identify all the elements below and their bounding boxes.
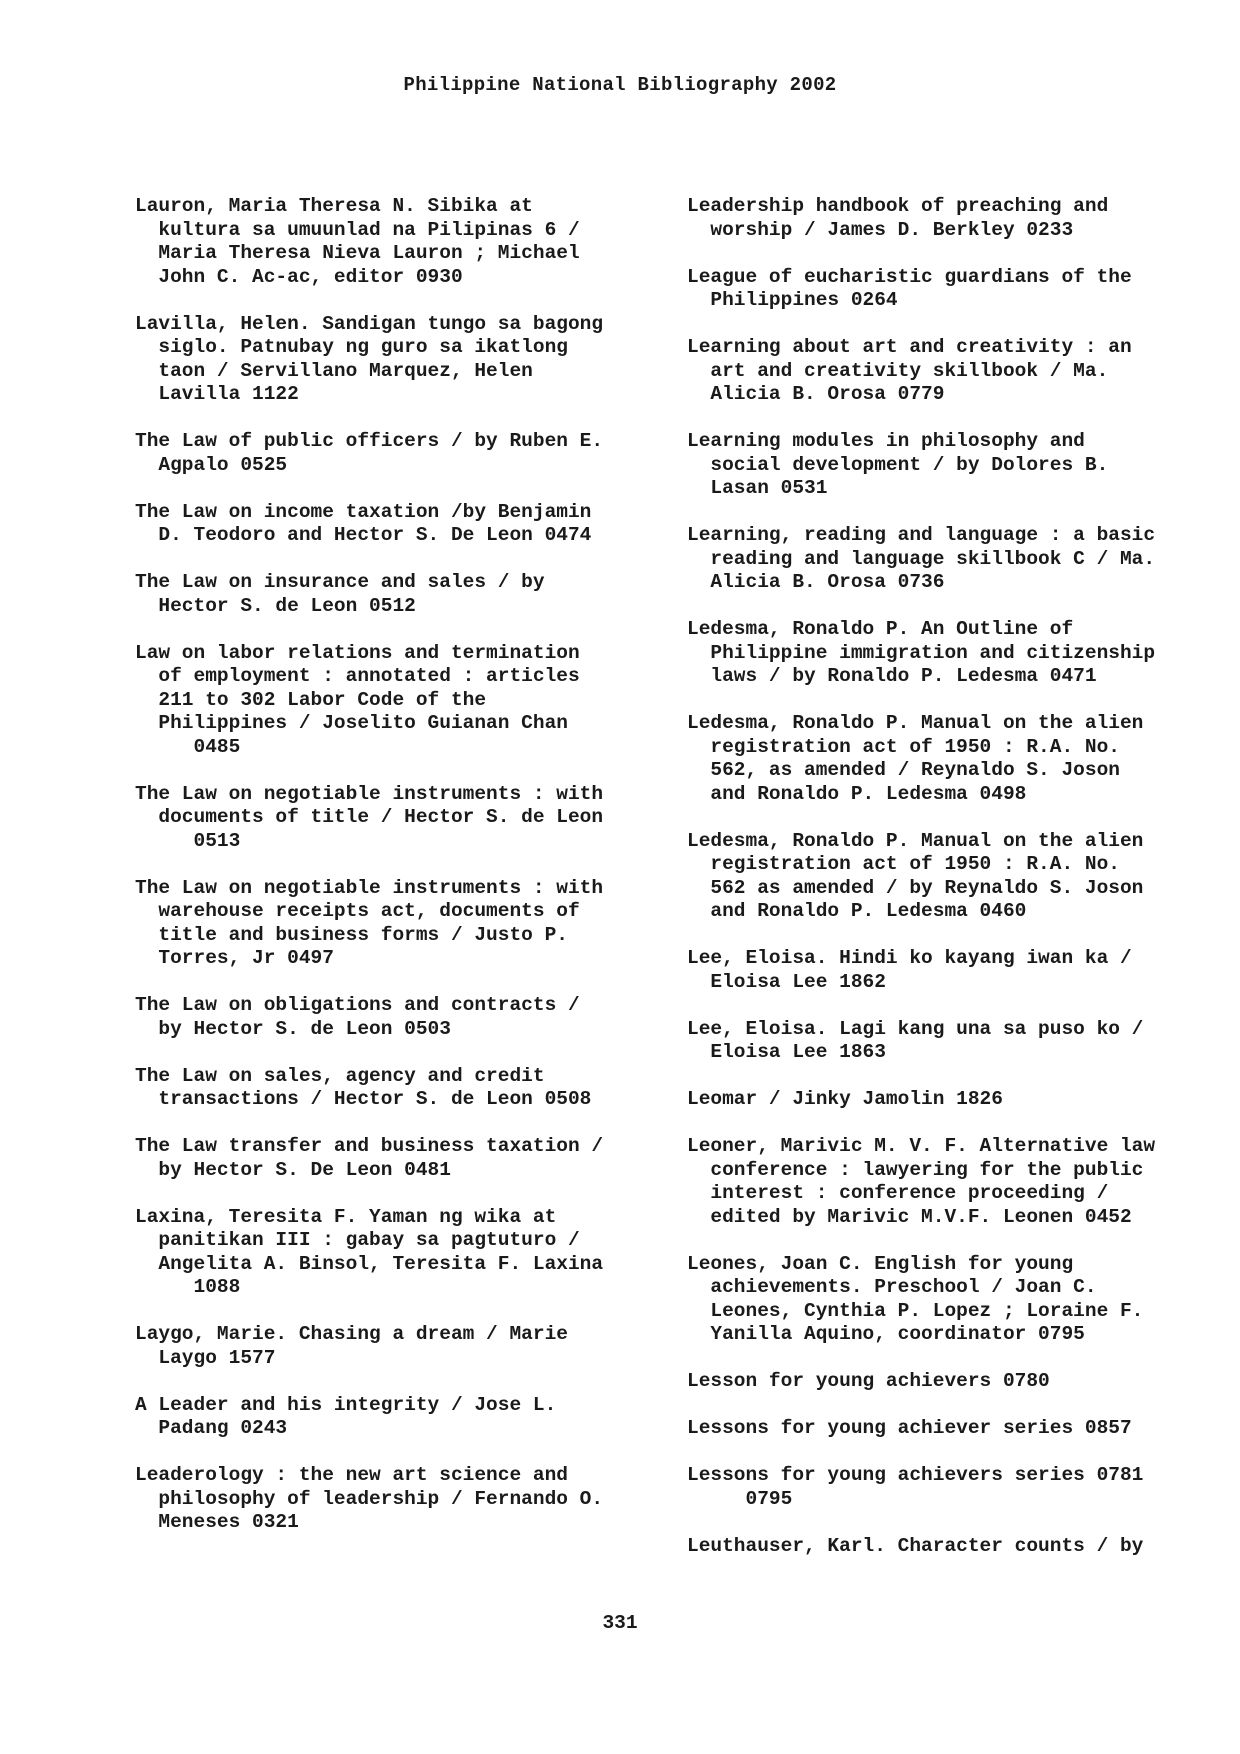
page-number: 331 xyxy=(602,1612,638,1634)
bibliography-entry: Lee, Eloisa. Hindi ko kayang iwan ka / Eloisa Lee 1862 xyxy=(687,947,1132,993)
bibliography-entry: Lesson for young achievers 0780 xyxy=(687,1370,1050,1392)
bibliography-entry: Lee, Eloisa. Lagi kang una sa puso ko / Eloisa Lee 1863 xyxy=(687,1017,1144,1063)
bibliography-entry: Leuthauser, Karl. Character counts / by xyxy=(687,1534,1144,1557)
bibliography-entry: The Law on obligations and contracts / by Hector S. de Leon 0503 xyxy=(135,994,580,1040)
bibliography-entry: Lessons for young achievers series 0781 0795 xyxy=(687,1464,1144,1510)
bibliography-entry: The Law on negotiable instruments : with documents of title / Hector S. de Leon 0513 xyxy=(135,782,604,852)
bibliography-entry: League of eucharistic guardians of the Philippines 0264 xyxy=(687,265,1132,311)
bibliography-entry: The Law on negotiable instruments : with warehouse receipts act, documents of title and business forms / Justo P. Torres, Jr 0497 xyxy=(135,876,604,969)
bibliography-entry: Learning, reading and language : a basic reading and language skillbook C / Ma. Alicia B. Orosa 0736 xyxy=(687,524,1156,593)
bibliography-entry: The Law on sales, agency and credit transactions / Hector S. de Leon 0508 xyxy=(135,1064,592,1110)
bibliography-entry: The Law of public officers / by Ruben E. Agpalo 0525 xyxy=(135,430,604,476)
bibliography-entry: Learning about art and creativity : an art and creativity skillbook / Ma. Alicia B. Orosa 0779 xyxy=(687,336,1132,405)
bibliography-entry: Lessons for young achiever series 0857 xyxy=(687,1417,1132,1439)
bibliography-entry: Lavilla, Helen. Sandigan tungo sa bagong siglo. Patnubay ng guro sa ikatlong taon / Servillano Marquez, Helen Lavilla 1122 xyxy=(135,312,604,405)
page-header: Philippine National Bibliography 2002 xyxy=(403,74,837,96)
bibliography-entry: Ledesma, Ronaldo P. Manual on the alien registration act of 1950 : R.A. No. 562 as amended / by Reynaldo S. Joson and Ronaldo P. Ledesma 0460 xyxy=(687,829,1144,922)
bibliography-entry: Leadership handbook of preaching and worship / James D. Berkley 0233 xyxy=(687,195,1109,241)
bibliography-entry: Leaderology : the new art science and philosophy of leadership / Fernando O. Meneses 0321 xyxy=(135,1464,604,1533)
bibliography-entry: Laygo, Marie. Chasing a dream / Marie Laygo 1577 xyxy=(135,1323,568,1369)
bibliography-entry: Laxina, Teresita F. Yaman ng wika at panitikan III : gabay sa pagtuturo / Angelita A. Binsol, Teresita F. Laxina 1088 xyxy=(135,1205,604,1298)
bibliography-entry: Leomar / Jinky Jamolin 1826 xyxy=(687,1088,1003,1110)
bibliography-entry: Leoner, Marivic M. V. F. Alternative law conference : lawyering for the public interest : conference proceeding / edited by Marivic M.V.F. Leonen 0452 xyxy=(687,1135,1156,1228)
bibliography-entry: The Law on insurance and sales / by Hector S. de Leon 0512 xyxy=(135,571,545,617)
left-column xyxy=(135,195,665,1558)
bibliography-entry: Ledesma, Ronaldo P. Manual on the alien registration act of 1950 : R.A. No. 562, as amended / Reynaldo S. Joson and Ronaldo P. Ledesma 0498 xyxy=(687,712,1144,805)
right-column xyxy=(687,195,1217,1582)
bibliography-entry: Learning modules in philosophy and social development / by Dolores B. Lasan 0531 xyxy=(687,430,1109,499)
bibliography-entry: A Leader and his integrity / Jose L. Padang 0243 xyxy=(135,1393,557,1439)
bibliography-entry: The Law transfer and business taxation / by Hector S. De Leon 0481 xyxy=(135,1135,604,1181)
bibliography-entry: Leones, Joan C. English for young achievements. Preschool / Joan C. Leones, Cynthia P. Lopez ; Loraine F. Yanilla Aquino, coordinator 0795 xyxy=(687,1252,1144,1345)
bibliography-entry: The Law on income taxation /by Benjamin D. Teodoro and Hector S. De Leon 0474 xyxy=(135,500,592,546)
bibliography-entry: Law on labor relations and termination of employment : annotated : articles 211 to 302 Labor Code of the Philippines / Joselito Guianan Chan 0485 xyxy=(135,641,580,758)
bibliography-entry: Lauron, Maria Theresa N. Sibika at kultura sa umuunlad na Pilipinas 6 / Maria Theresa Nieva Lauron ; Michael John C. Ac-ac, editor 0930 xyxy=(135,195,580,288)
bibliography-entry: Ledesma, Ronaldo P. An Outline of Philippine immigration and citizenship laws / by Ronaldo P. Ledesma 0471 xyxy=(687,618,1156,687)
